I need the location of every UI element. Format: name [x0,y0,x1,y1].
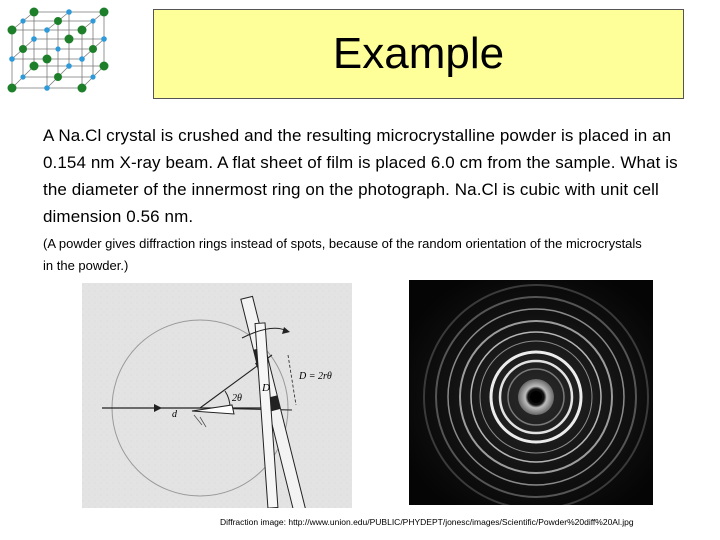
label-d-spacing: d [172,409,177,420]
nacl-lattice-image [4,4,124,96]
image-credit-caption: Diffraction image: http://www.union.edu/PUBLIC/PHYDEPT/jonesc/images/Scientific/Powder%20diff%20Al.jpg [220,517,634,527]
label-d-equation: D = 2rθ [299,371,332,382]
label-d-capital: D [262,382,270,394]
title-box [153,9,684,99]
problem-text: A Na.Cl crystal is crushed and the resulting microcrystalline powder is placed in an 0.154 nm X-ray beam. A flat sheet of film is placed 6.0 cm from the sample. What is the diameter of the innermost ring on the photograph. Na.Cl is cubic with unit cell dimension 0.56 nm. [43,126,678,226]
diffraction-geometry-diagram [82,283,352,508]
label-2theta: 2θ [232,393,242,404]
powder-diffraction-photo [409,280,653,505]
note-text: (A powder gives diffraction rings instead of spots, because of the random orientation of the microcrystals in the powder.) [43,236,642,273]
slide-title: Example [332,29,505,78]
